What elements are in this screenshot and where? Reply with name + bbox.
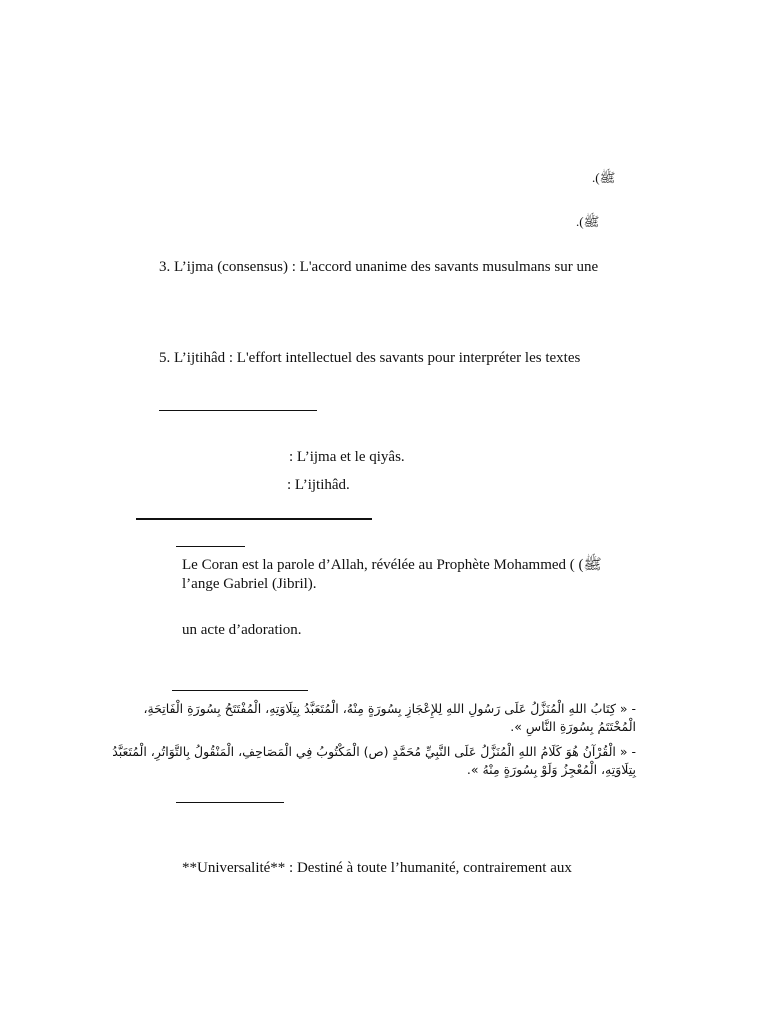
separator-line-3: [172, 690, 308, 691]
ijtihad-answer: : L’ijtihâd.: [287, 477, 350, 493]
top-fragment-2: .(ﷺ: [576, 214, 600, 229]
universalite-text: **Universalité** : Destiné à toute l’humanité, contrairement aux: [182, 860, 572, 876]
top-fragment-1: .(ﷺ: [592, 170, 616, 185]
arabic-definition-1-line-2: الْمُخْتَتَمُ بِسُورَةِ النَّاسِ ».: [510, 719, 636, 734]
separator-line-1: [159, 410, 317, 411]
arabic-definition-2-line-2: بِتِلَاوَتِهِ، الْمُعْجِزُ وَلَوْ بِسُورَةٍ مِنْهُ ».: [466, 762, 636, 777]
section-divider: [136, 518, 372, 520]
coran-definition-line-1: Le Coran est la parole d’Allah, révélée au Prophète Mohammed ( (ﷺ: [182, 557, 602, 573]
arabic-definition-1-line-1: - « كِتَابُ اللهِ الْمُنَزَّلُ عَلَى رَسُولِ اللهِ لِلإِعْجَازِ بِسُورَةٍ مِنْهُ، الْمُتَعَبَّدُ بِتِلَاوَتِهِ، الْمُفْتَتَحُ بِسُورَةِ الْفَاتِحَةِ،: [143, 701, 636, 716]
separator-line-4: [176, 802, 284, 803]
ijtihad-definition: 5. L’ijtihâd : L'effort intellectuel des savants pour interpréter les textes: [159, 350, 581, 366]
adoration-text: un acte d’adoration.: [182, 622, 302, 638]
separator-line-2: [176, 546, 245, 547]
arabic-definition-2-line-1: - « الْقُرْآنُ هُوَ كَلَامُ اللهِ الْمُنَزَّلُ عَلَى النَّبِيِّ مُحَمَّدٍ (ص) الْمَكْتُوبُ فِي الْمَصَاحِفِ، الْمَنْقُولُ بِالتَّوَاتُرِ، الْمُتَعَبَّدُ: [112, 744, 636, 759]
ijma-definition: 3. L’ijma (consensus) : L'accord unanime des savants musulmans sur une: [159, 259, 599, 275]
ijma-qiyas-answer: : L’ijma et le qiyâs.: [289, 449, 405, 465]
coran-definition-line-2: l’ange Gabriel (Jibril).: [182, 576, 317, 592]
